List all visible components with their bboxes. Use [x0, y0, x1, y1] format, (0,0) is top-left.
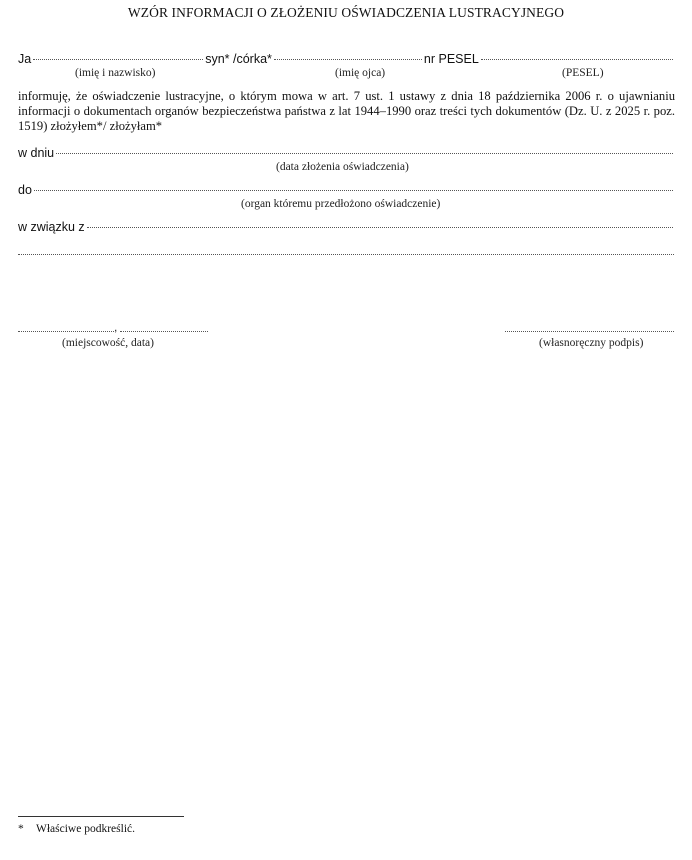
authority-field[interactable]	[34, 190, 673, 191]
pesel-label: nr PESEL	[423, 52, 479, 66]
reason-prefix: w związku z	[18, 220, 85, 234]
authority-prefix: do	[18, 183, 32, 197]
pesel-field[interactable]	[481, 59, 673, 60]
footnote	[18, 823, 135, 835]
caption-signature: (własnoręczny podpis)	[539, 337, 644, 349]
date-prefix: w dniu	[18, 146, 55, 160]
reason-continuation-field[interactable]	[18, 254, 674, 255]
authority-line	[18, 183, 675, 197]
place-date-separator: ,	[114, 320, 118, 334]
declarant-line	[18, 52, 675, 66]
date-signed-field[interactable]	[120, 331, 208, 332]
reason-field[interactable]	[87, 227, 673, 228]
reason-line	[18, 220, 675, 234]
caption-authority: (organ któremu przedłożono oświadczenie)	[241, 198, 441, 210]
name-field[interactable]	[33, 59, 203, 60]
caption-father-name: (imię ojca)	[335, 67, 386, 79]
caption-name: (imię i nazwisko)	[75, 67, 156, 79]
father-name-field[interactable]	[274, 59, 422, 60]
footnote-mark: *	[18, 823, 24, 835]
date-line	[18, 146, 675, 160]
declarant-prefix: Ja	[18, 52, 32, 66]
footnote-divider	[18, 816, 184, 817]
son-daughter-label: syn* /córka*	[205, 52, 272, 66]
statement-paragraph: informuję, że oświadczenie lustracyjne, o którym mowa w art. 7 ust. 1 ustawy z dnia 18 października 2006 r. o ujawnianiu informacji o dokumentach organów bezpieczeństwa państwa z lat 1944–1990 oraz treści tych dokumentów (Dz. U. z 2025 r. poz. 1519) złożyłem*/ złożyłam*	[18, 89, 675, 133]
date-field[interactable]	[56, 153, 673, 154]
signature-field[interactable]	[505, 331, 674, 332]
footnote-text: Właściwe podkreślić.	[36, 823, 135, 835]
caption-date: (data złożenia oświadczenia)	[276, 161, 409, 173]
caption-place-date: (miejscowość, data)	[62, 337, 154, 349]
document-title: WZÓR INFORMACJI O ZŁOŻENIU OŚWIADCZENIA LUSTRACYJNEGO	[127, 5, 565, 20]
caption-pesel: (PESEL)	[562, 67, 604, 79]
place-field[interactable]	[18, 331, 114, 332]
